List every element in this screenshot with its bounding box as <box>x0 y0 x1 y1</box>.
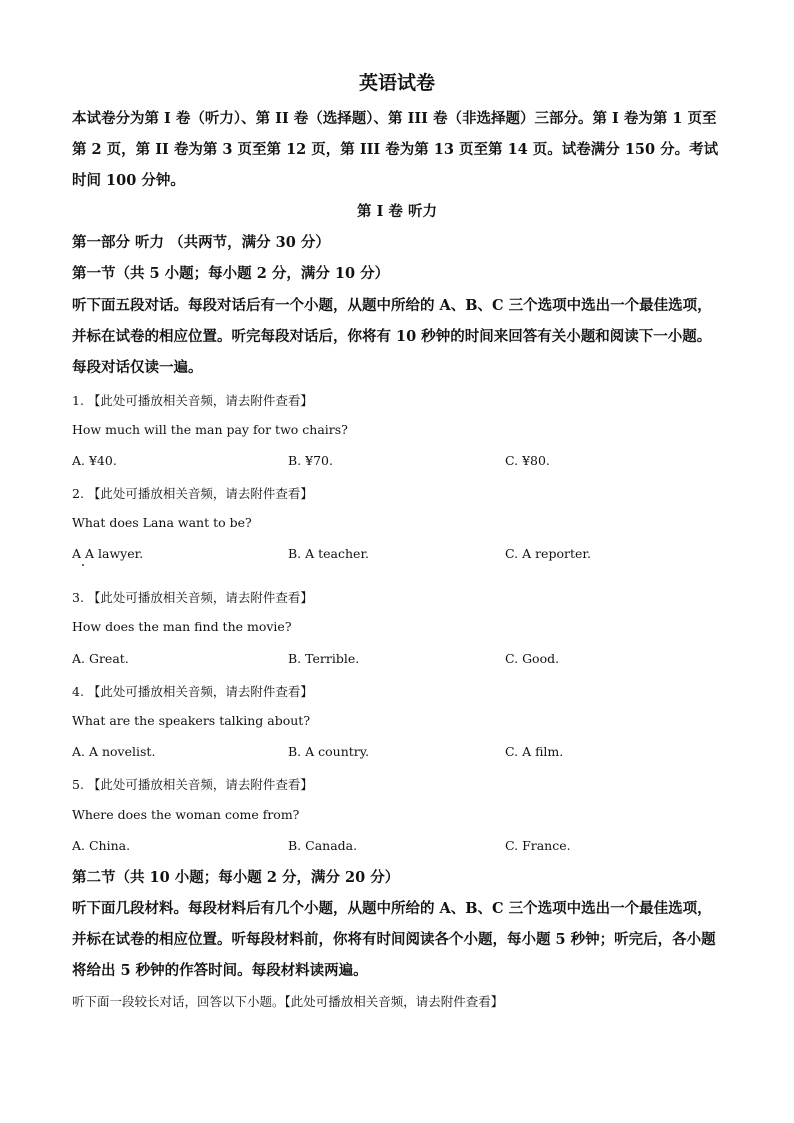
option-a[interactable]: A. ¥40. <box>72 453 117 468</box>
option-b[interactable]: B. A teacher. <box>288 546 370 561</box>
stray-dot <box>82 564 84 566</box>
option-a[interactable]: A. Great. <box>72 651 129 666</box>
section1-instructions: 听下面五段对话。每段对话后有一个小题，从题中所给的 A、B、C 三个选项中选出一个最佳选项，并标在试卷的相应位置。听完每段对话后，你将有 10 秒钟的时间来回答有关小题和阅读下一小题。每段对话仅读一遍。 <box>72 297 712 376</box>
volume-title: 第 I 卷 听力 <box>357 203 437 220</box>
audio-prompt-long-dialogue[interactable]: 听下面一段较长对话，回答以下小题。【此处可播放相关音频，请去附件查看】 <box>72 994 504 1009</box>
section2-instructions: 听下面几段材料。每段材料后有几个小题，从题中所给的 A、B、C 三个选项中选出一个最佳选项，并标在试卷的相应位置。听每段材料前，你将有时间阅读各个小题，每小题 5 秒钟；听完后，各小题将给出 5 秒钟的作答时间。每段材料读两遍。 <box>72 900 716 979</box>
audio-prompt[interactable]: 3. 【此处可播放相关音频，请去附件查看】 <box>72 590 313 605</box>
option-c[interactable]: C. A film. <box>505 744 564 759</box>
option-a[interactable]: A A lawyer. <box>72 546 144 561</box>
exam-intro: 本试卷分为第 I 卷（听力）、第 II 卷（选择题）、第 III 卷（非选择题）三部分。第 I 卷为第 1 页至第 2 页，第 II 卷为第 3 页至第 12 页，第 III 卷为第 13 页至第 14 页。试卷满分 150 分。考试时间 100 分钟。 <box>72 110 719 189</box>
page-title: 英语试卷 <box>358 72 435 94</box>
option-a[interactable]: A. China. <box>72 838 131 853</box>
question-text: Where does the woman come from? <box>72 807 300 822</box>
option-b[interactable]: B. Terrible. <box>288 651 360 666</box>
option-c[interactable]: C. A reporter. <box>505 546 591 561</box>
question-text: What does Lana want to be? <box>72 515 252 530</box>
question-text: How much will the man pay for two chairs? <box>72 422 348 437</box>
option-c[interactable]: C. France. <box>505 838 571 853</box>
part1-heading: 第一部分 听力 （共两节，满分 30 分） <box>72 234 330 251</box>
option-a[interactable]: A. A novelist. <box>72 744 156 759</box>
option-b[interactable]: B. A country. <box>288 744 370 759</box>
audio-prompt[interactable]: 4. 【此处可播放相关音频，请去附件查看】 <box>72 684 313 699</box>
option-c[interactable]: C. ¥80. <box>505 453 550 468</box>
audio-prompt[interactable]: 2. 【此处可播放相关音频，请去附件查看】 <box>72 486 313 501</box>
audio-prompt[interactable]: 1. 【此处可播放相关音频，请去附件查看】 <box>72 393 313 408</box>
question-text: What are the speakers talking about? <box>72 713 311 728</box>
option-c[interactable]: C. Good. <box>505 651 560 666</box>
section1-heading: 第一节（共 5 小题；每小题 2 分，满分 10 分） <box>72 265 390 282</box>
section2-heading: 第二节（共 10 小题；每小题 2 分，满分 20 分） <box>72 869 400 886</box>
option-b[interactable]: B. ¥70. <box>288 453 333 468</box>
option-b[interactable]: B. Canada. <box>288 838 358 853</box>
audio-prompt[interactable]: 5. 【此处可播放相关音频，请去附件查看】 <box>72 777 313 792</box>
question-text: How does the man find the movie? <box>72 619 292 634</box>
